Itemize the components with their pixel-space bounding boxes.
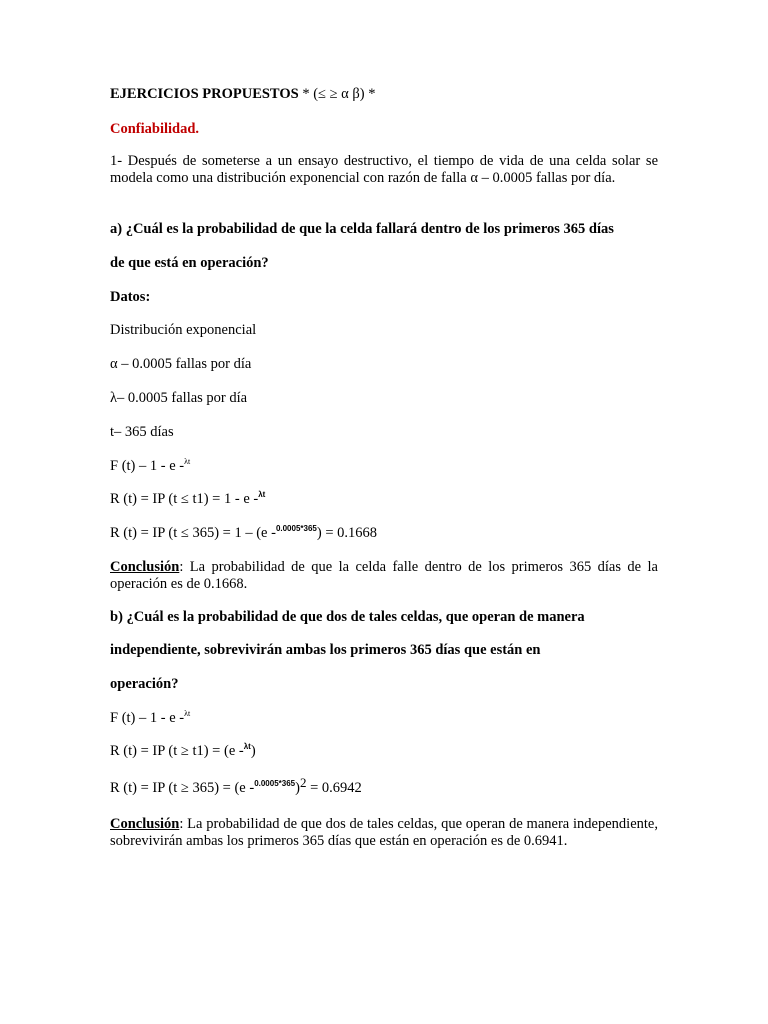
conclusion-a: [110, 559, 658, 593]
heading-title: EJERCICIOS PROPUESTOS: [110, 86, 299, 102]
formula-r1-a: [110, 491, 265, 508]
problem-statement: 1- Después de someterse a un ensayo destructivo, el tiempo de vida de una celda solar se modela como una distribución exponencial con razón de falla α ‒ 0.0005 fallas por día.: [110, 153, 658, 186]
formula-f-a-exponent: λt: [184, 457, 191, 466]
formula-r1-b-exponent: λt: [243, 742, 251, 751]
formula-r1-a-exponent: λt: [258, 490, 266, 499]
data-time: t‒ 365 días: [110, 424, 174, 440]
formula-r1-b-base: R (t) = IP (t ≥ t1) = (e -: [110, 743, 244, 759]
conclusion-b-label: Conclusión: [110, 816, 180, 832]
formula-r1-b-end: ): [250, 743, 256, 759]
formula-r2-a-start: R (t) = IP (t ≤ 365) = 1 – (e -: [110, 525, 276, 541]
formula-f-b-base: F (t) ‒ 1 - e -: [110, 710, 185, 726]
part-b-question-line2: independiente, sobrevivirán ambas los primeros 365 días que están en: [110, 642, 541, 658]
datos-label: Datos:: [110, 289, 151, 305]
formula-r2-b-exponent: 0.0005*365: [254, 779, 296, 788]
data-alpha: α ‒ 0.0005 fallas por día: [110, 356, 252, 372]
formula-r2-b-start: R (t) = IP (t ≥ 365) = (e -: [110, 780, 255, 796]
formula-r2-b-mid: ): [295, 780, 300, 796]
formula-f-a: [110, 458, 190, 475]
conclusion-b: [110, 816, 658, 850]
data-lambda: λ‒ 0.0005 fallas por día: [110, 390, 248, 406]
formula-r1-a-base: R (t) = IP (t ≤ t1) = 1 - e -: [110, 491, 259, 507]
conclusion-a-label: Conclusión: [110, 559, 180, 575]
formula-r2-b: [110, 775, 362, 797]
formula-r1-b: [110, 743, 256, 760]
formula-f-a-base: F (t) ‒ 1 - e -: [110, 458, 185, 474]
document-heading: [110, 86, 376, 103]
part-a-question-line1: a) ¿Cuál es la probabilidad de que la celda fallará dentro de los primeros 365 días: [110, 221, 614, 237]
formula-r2-b-end: = 0.6942: [306, 780, 362, 796]
heading-symbols: * (≤ ≥ α β) *: [298, 86, 376, 102]
formula-f-b-exponent: λt: [184, 709, 191, 718]
conclusion-b-text: : La probabilidad de que dos de tales celdas, que operan de manera independiente, sobrevivirán ambas los primeros 365 días que están en operación es de 0.6941.: [110, 816, 658, 849]
formula-r2-a-end: ) = 0.1668: [316, 525, 378, 541]
conclusion-a-text: : La probabilidad de que la celda falle dentro de los primeros 365 días de la operación es de 0.1668.: [110, 559, 658, 592]
part-b-question-line3: operación?: [110, 676, 179, 692]
formula-f-b: [110, 710, 190, 727]
formula-r2-b-square: 2: [299, 775, 307, 790]
part-a-question-line2: de que está en operación?: [110, 255, 269, 271]
section-title: Confiabilidad.: [110, 121, 200, 137]
formula-r2-a: [110, 525, 377, 542]
formula-r2-a-exponent: 0.0005*365: [275, 524, 317, 533]
part-b-question-line1: b) ¿Cuál es la probabilidad de que dos de tales celdas, que operan de manera: [110, 609, 585, 625]
data-distribution: Distribución exponencial: [110, 322, 257, 338]
